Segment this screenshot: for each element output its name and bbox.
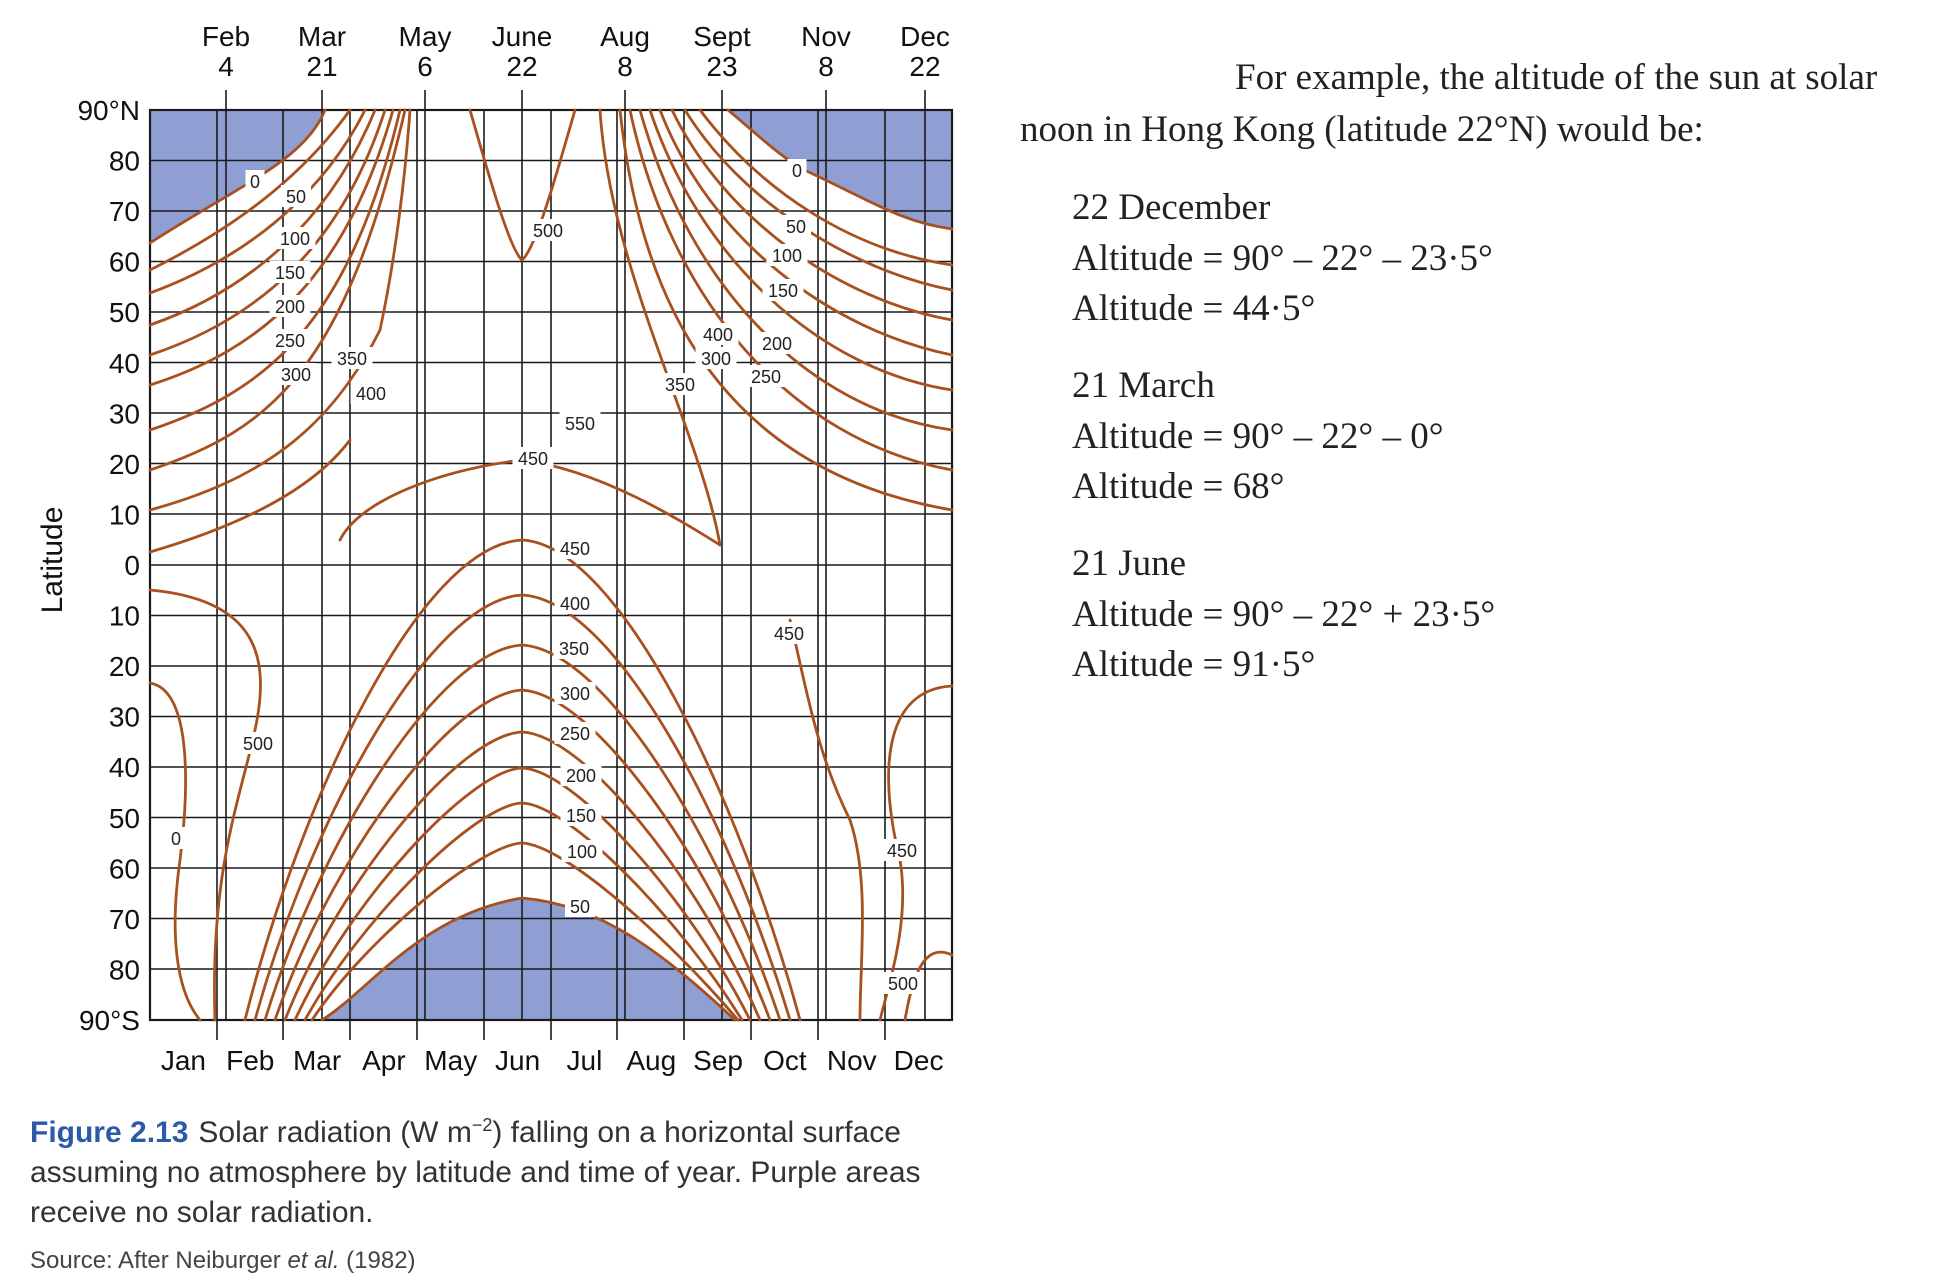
bottom-tick-label: May	[424, 1045, 478, 1076]
contour-label: 100	[279, 229, 311, 249]
y-tick-label: 80	[108, 954, 140, 986]
y-tick-label: 30	[108, 701, 140, 733]
contour-label: 100	[566, 842, 598, 862]
top-tick-month: Dec	[900, 21, 950, 52]
contour-label: 400	[559, 594, 591, 614]
y-tick-label: 90°N	[77, 95, 140, 126]
y-tick-label: 20	[108, 651, 140, 683]
y-tick-label: 30	[108, 398, 140, 430]
contour-label: 450	[559, 539, 591, 559]
y-axis-label: Latitude	[36, 506, 69, 614]
top-tick-labels	[202, 21, 950, 82]
top-tick-day: 8	[818, 51, 834, 82]
contour-label: 500	[242, 734, 274, 754]
example-date: 21 June	[1072, 543, 1187, 584]
y-tick-label: 0	[124, 550, 140, 581]
contour-label: 500	[887, 974, 919, 994]
example-formula: Altitude = 90° – 22° – 23·5°	[1072, 238, 1493, 279]
top-tick-month: Mar	[297, 21, 347, 52]
contour-label: 550	[564, 414, 596, 434]
contour-label: 200	[761, 334, 793, 354]
example-result: Altitude = 44·5°	[1072, 288, 1316, 329]
top-tick-month: May	[398, 21, 452, 52]
top-tick-month: Aug	[600, 21, 650, 52]
y-tick-label: 50	[108, 802, 140, 834]
solar-radiation-chart	[0, 0, 1000, 1100]
example-formula: Altitude = 90° – 22° + 23·5°	[1072, 594, 1496, 635]
contour-label: 200	[274, 297, 306, 317]
example-case-march	[1072, 360, 1955, 512]
caption-text-b: ) falling on a horizontal surface assuming no atmosphere by latitude and time of year. Purple areas receive no solar radiation.	[30, 1116, 921, 1229]
bottom-tick-label: Dec	[893, 1045, 944, 1076]
example-date: 21 March	[1072, 365, 1215, 406]
figure-caption	[30, 1105, 960, 1233]
contour-label: 300	[559, 684, 591, 704]
contour-label: 250	[750, 367, 782, 387]
y-tick-label: 40	[108, 347, 140, 379]
y-tick-label: 90°S	[78, 1005, 140, 1036]
top-tick-day: 8	[617, 51, 633, 82]
contour-label: 250	[274, 331, 306, 351]
y-tick-label: 10	[108, 600, 140, 632]
no-radiation-south-winter	[322, 898, 735, 1020]
example-result: Altitude = 68°	[1072, 466, 1285, 507]
top-tick-day: 22	[506, 51, 538, 82]
top-tick-month: Sept	[693, 21, 751, 52]
bottom-tick-label: Sep	[693, 1045, 743, 1076]
contour-label: 50	[785, 217, 807, 237]
contour-label: 50	[285, 187, 307, 207]
top-tick-month: Nov	[801, 21, 851, 52]
bottom-tick-label: Oct	[763, 1045, 807, 1076]
y-tick-labels	[77, 95, 140, 1036]
contour-label: 0	[170, 829, 182, 849]
caption-text-a: Solar radiation (W m	[198, 1116, 472, 1149]
top-tick-day: 4	[218, 51, 234, 82]
source-suffix: (1982)	[339, 1247, 416, 1274]
contour-label: 500	[532, 221, 564, 241]
y-tick-label: 70	[108, 903, 140, 935]
contour-label: 400	[355, 384, 387, 404]
y-tick-label: 80	[108, 145, 140, 177]
bottom-tick-label: Nov	[826, 1045, 877, 1076]
example-case-december	[1072, 182, 1955, 334]
contour-label: 350	[664, 375, 696, 395]
bottom-tick-label: Apr	[362, 1045, 406, 1076]
top-tick-day: 23	[706, 51, 738, 82]
y-tick-label: 40	[108, 752, 140, 784]
example-case-june	[1072, 538, 1955, 690]
contour-label: 150	[565, 806, 597, 826]
worked-example	[1020, 52, 1955, 690]
contour-label: 350	[558, 639, 590, 659]
bottom-tick-label: Jun	[495, 1045, 541, 1076]
contour-label: 450	[773, 624, 805, 644]
example-result: Altitude = 91·5°	[1072, 644, 1316, 685]
bottom-tick-label: Jul	[566, 1045, 603, 1076]
bottom-tick-label: Aug	[626, 1045, 677, 1076]
contour-label: 0	[249, 172, 261, 192]
figure-number: Figure 2.13	[30, 1116, 189, 1149]
bottom-tick-labels	[161, 1045, 944, 1076]
contour-label: 150	[767, 281, 799, 301]
contour-label: 200	[565, 766, 597, 786]
y-tick-label: 60	[108, 853, 140, 885]
no-radiation-north-winter-left	[150, 110, 325, 243]
bottom-tick-label: Jan	[160, 1045, 206, 1076]
top-tick-month: Feb	[201, 21, 251, 52]
top-tick-month: June	[491, 21, 553, 52]
contour-label: 50	[569, 897, 591, 917]
top-tick-day: 6	[417, 51, 433, 82]
contour-label: 300	[700, 349, 732, 369]
y-tick-label: 50	[108, 297, 140, 329]
caption-superscript: −2	[471, 1115, 493, 1135]
top-tick-day: 22	[909, 51, 941, 82]
contour-450-equator	[340, 460, 720, 545]
source-prefix: Source: After Neiburger	[30, 1247, 288, 1274]
contour-label: 450	[886, 841, 918, 861]
top-tick-day: 21	[306, 51, 338, 82]
contour-label: 400	[702, 325, 734, 345]
bottom-tick-label: Mar	[292, 1045, 342, 1076]
source-italic: et al.	[287, 1247, 340, 1274]
y-tick-label: 10	[108, 499, 140, 531]
bottom-tick-label: Feb	[226, 1045, 275, 1076]
figure-source	[30, 1247, 416, 1275]
y-tick-label: 20	[108, 448, 140, 480]
example-date: 22 December	[1072, 187, 1271, 228]
contour-label: 0	[791, 161, 803, 181]
contour-450-south-left	[150, 590, 260, 1020]
y-tick-label: 60	[108, 246, 140, 278]
example-formula: Altitude = 90° – 22° – 0°	[1072, 416, 1444, 457]
y-tick-label: 70	[108, 196, 140, 228]
contour-label: 100	[771, 246, 803, 266]
contour-label: 300	[280, 365, 312, 385]
contour-label: 150	[274, 263, 306, 283]
example-intro: For example, the altitude of the sun at solar noon in Hong Kong (latitude 22°N) would be:	[1020, 57, 1878, 150]
contour-label: 350	[336, 349, 368, 369]
contour-450-north-left	[150, 440, 350, 552]
contour-label: 450	[517, 449, 549, 469]
contour-label: 250	[559, 724, 591, 744]
